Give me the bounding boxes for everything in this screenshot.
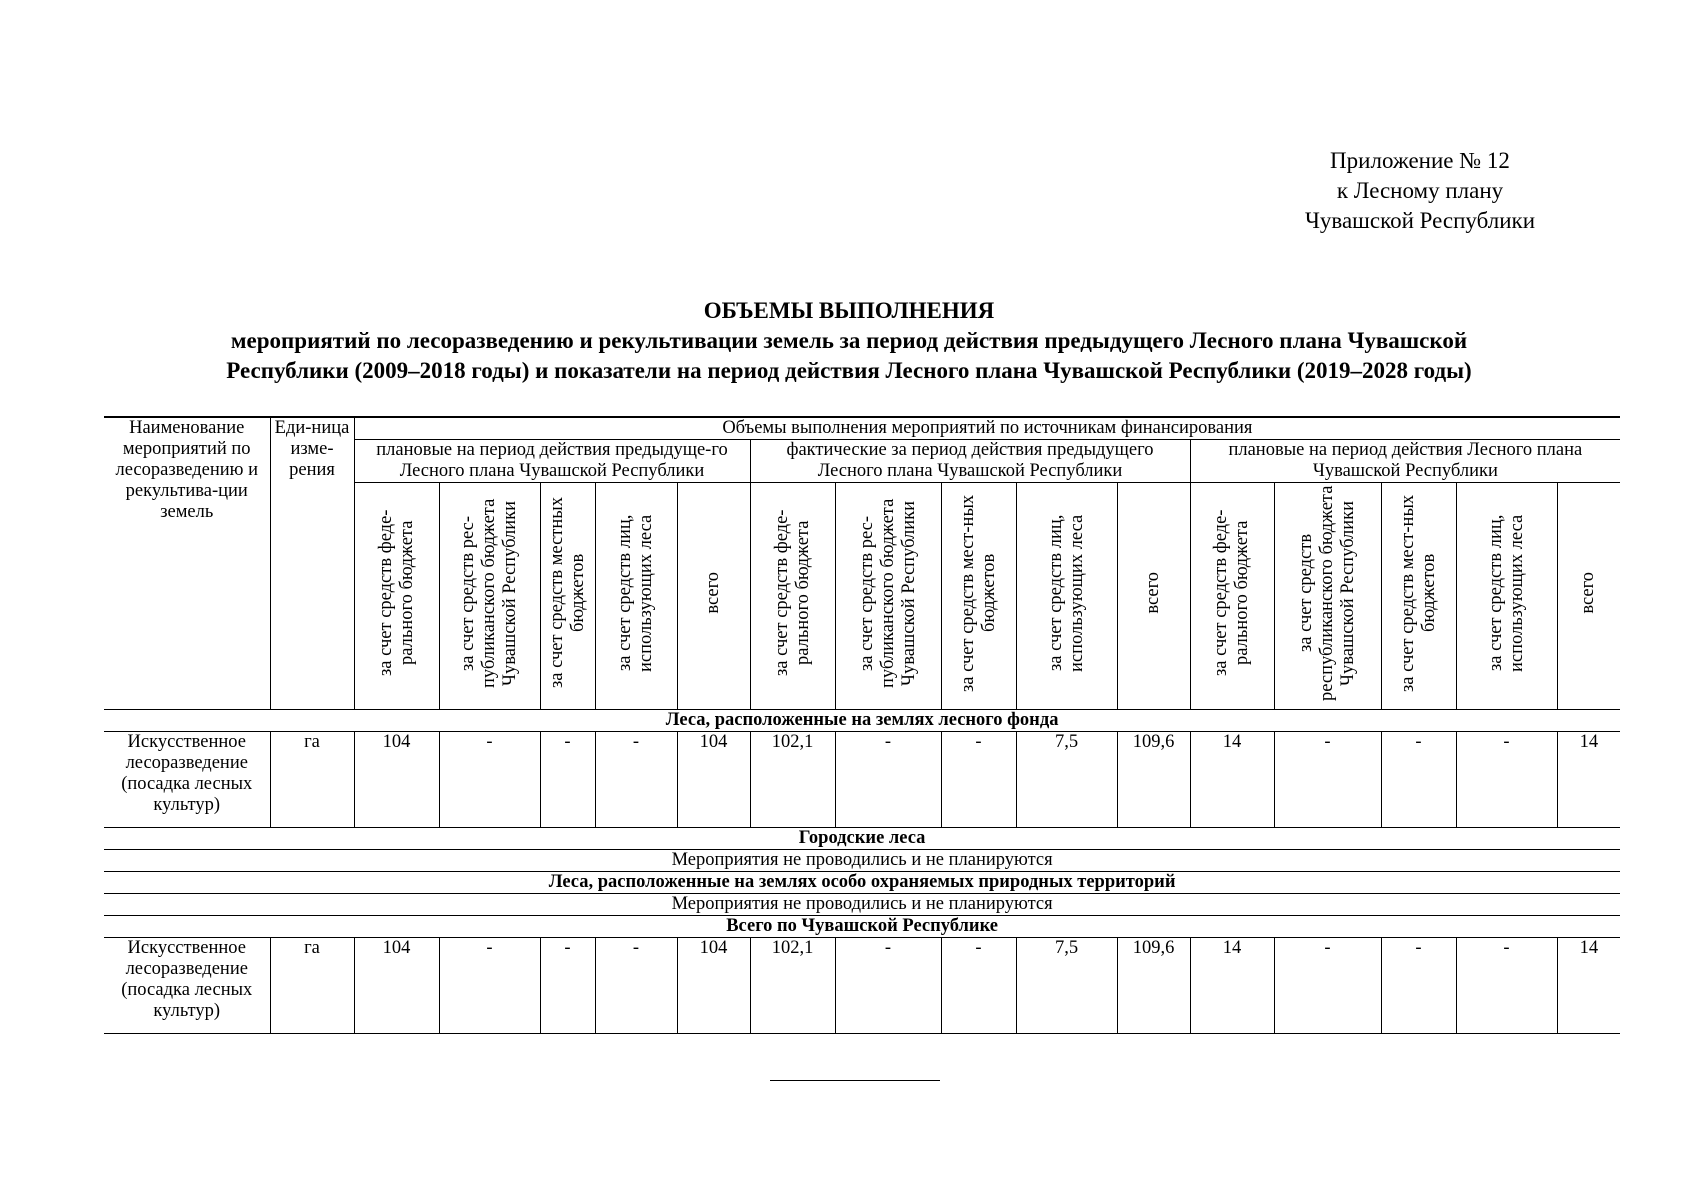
value-cell: 102,1	[750, 732, 835, 828]
value-cell: 14	[1557, 938, 1620, 1034]
value-cell: -	[595, 732, 677, 828]
subheader-label: всего	[1143, 572, 1163, 614]
value-cell: -	[1456, 732, 1557, 828]
value-cell: -	[941, 938, 1016, 1034]
footer-separator-line	[770, 1080, 940, 1081]
subheader-cell	[1117, 483, 1190, 710]
value-cell: -	[439, 938, 540, 1034]
header-name: Наименование мероприятий по лесоразведению и рекультива-ции земель	[104, 417, 270, 710]
row-unit: га	[270, 938, 354, 1034]
title-subtitle-line: мероприятий по лесоразведению и рекультивации земель за период действия предыдущего Лесного плана Чувашской	[230, 328, 1468, 353]
appendix-line: к Лесному плану	[1336, 178, 1504, 203]
section-forest-fund: Леса, расположенные на землях лесного фонда	[104, 710, 1620, 732]
value-cell: -	[835, 732, 941, 828]
subheader-cell	[1456, 483, 1557, 710]
subheader-label: за счет средств республиканского бюджета Чувашской Республики	[1296, 485, 1358, 701]
subheader-label: за счет средств мест-ных бюджетов	[957, 494, 999, 692]
value-cell: -	[1381, 732, 1456, 828]
value-cell: 7,5	[1016, 732, 1117, 828]
subheader-label: за счет средств рес-публиканского бюджета Чувашской Республики	[856, 498, 919, 688]
header-group-planned-previous: плановые на период действия предыдуще-го Лесного плана Чувашской Республики	[354, 440, 750, 483]
section-total: Всего по Чувашской Республике	[104, 916, 1620, 938]
value-cell: -	[439, 732, 540, 828]
value-cell: 109,6	[1117, 732, 1190, 828]
appendix-line: Чувашской Республики	[1304, 208, 1536, 233]
subheader-label: всего	[1578, 572, 1599, 614]
subheader-label: за счет средств лиц, использующих леса	[615, 514, 656, 672]
value-cell: -	[1381, 938, 1456, 1034]
value-cell: 14	[1190, 938, 1274, 1034]
header-group-actual-previous: фактические за период действия предыдущего Лесного плана Чувашской Республики	[750, 440, 1190, 483]
value-cell: -	[1456, 938, 1557, 1034]
value-cell: 104	[354, 732, 439, 828]
subheader-cell	[677, 483, 750, 710]
header-group-planned-current: плановые на период действия Лесного плана Чувашской Республики	[1190, 440, 1620, 483]
value-cell: -	[1274, 938, 1381, 1034]
subheader-label: за счет средств феде-рального бюджета	[771, 509, 813, 677]
subheader-cell	[1190, 483, 1274, 710]
appendix-note	[1240, 146, 1600, 236]
value-cell: -	[1274, 732, 1381, 828]
value-cell: -	[835, 938, 941, 1034]
value-cell: 14	[1190, 732, 1274, 828]
subheader-cell	[941, 483, 1016, 710]
value-cell: 104	[677, 938, 750, 1034]
volumes-table	[104, 416, 1620, 1034]
value-cell: 7,5	[1016, 938, 1117, 1034]
value-cell: 104	[354, 938, 439, 1034]
section-note: Мероприятия не проводились и не планируются	[104, 850, 1620, 872]
value-cell: 109,6	[1117, 938, 1190, 1034]
value-cell: -	[540, 938, 595, 1034]
title-subtitle-line: Республики (2009–2018 годы) и показатели на период действия Лесного плана Чувашской Республики (2019–2028 годы)	[226, 358, 1472, 383]
section-urban-forests: Городские леса	[104, 828, 1620, 850]
row-name: Искусственное лесоразведение (посадка лесных культур)	[104, 938, 270, 1034]
document-title	[104, 296, 1594, 386]
subheader-label: за счет средств рес-публиканского бюджета Чувашской Республики	[458, 498, 520, 688]
row-name: Искусственное лесоразведение (посадка лесных культур)	[104, 732, 270, 828]
subheader-cell	[595, 483, 677, 710]
subheader-cell	[835, 483, 941, 710]
subheader-label: за счет средств лиц, использующих леса	[1485, 514, 1527, 672]
value-cell: -	[595, 938, 677, 1034]
subheader-label: за счет средств феде-рального бюджета	[1211, 509, 1252, 677]
subheader-cell	[439, 483, 540, 710]
subheader-label: за счет средств мест-ных бюджетов	[1397, 494, 1439, 692]
subheader-label: за счет средств лиц, использующих леса	[1045, 514, 1087, 672]
section-note: Мероприятия не проводились и не планируются	[104, 894, 1620, 916]
subheader-label: всего	[703, 572, 723, 614]
title-main: ОБЪЕМЫ ВЫПОЛНЕНИЯ	[703, 298, 995, 323]
row-unit: га	[270, 732, 354, 828]
value-cell: -	[941, 732, 1016, 828]
subheader-cell	[540, 483, 595, 710]
subheader-cell	[1381, 483, 1456, 710]
subheader-cell	[1557, 483, 1620, 710]
subheader-cell	[354, 483, 439, 710]
value-cell: 104	[677, 732, 750, 828]
appendix-line: Приложение № 12	[1330, 148, 1510, 173]
subheader-cell	[1274, 483, 1381, 710]
header-unit: Еди-ница изме-рения	[270, 417, 354, 710]
subheader-label: за счет средств местных бюджетов	[546, 497, 588, 689]
subheader-label: за счет средств феде-рального бюджета	[375, 509, 417, 677]
value-cell: 102,1	[750, 938, 835, 1034]
value-cell: 14	[1557, 732, 1620, 828]
header-volumes: Объемы выполнения мероприятий по источникам финансирования	[354, 417, 1620, 440]
subheader-cell	[750, 483, 835, 710]
subheader-cell	[1016, 483, 1117, 710]
section-protected-areas: Леса, расположенные на землях особо охраняемых природных территорий	[104, 872, 1620, 894]
value-cell: -	[540, 732, 595, 828]
